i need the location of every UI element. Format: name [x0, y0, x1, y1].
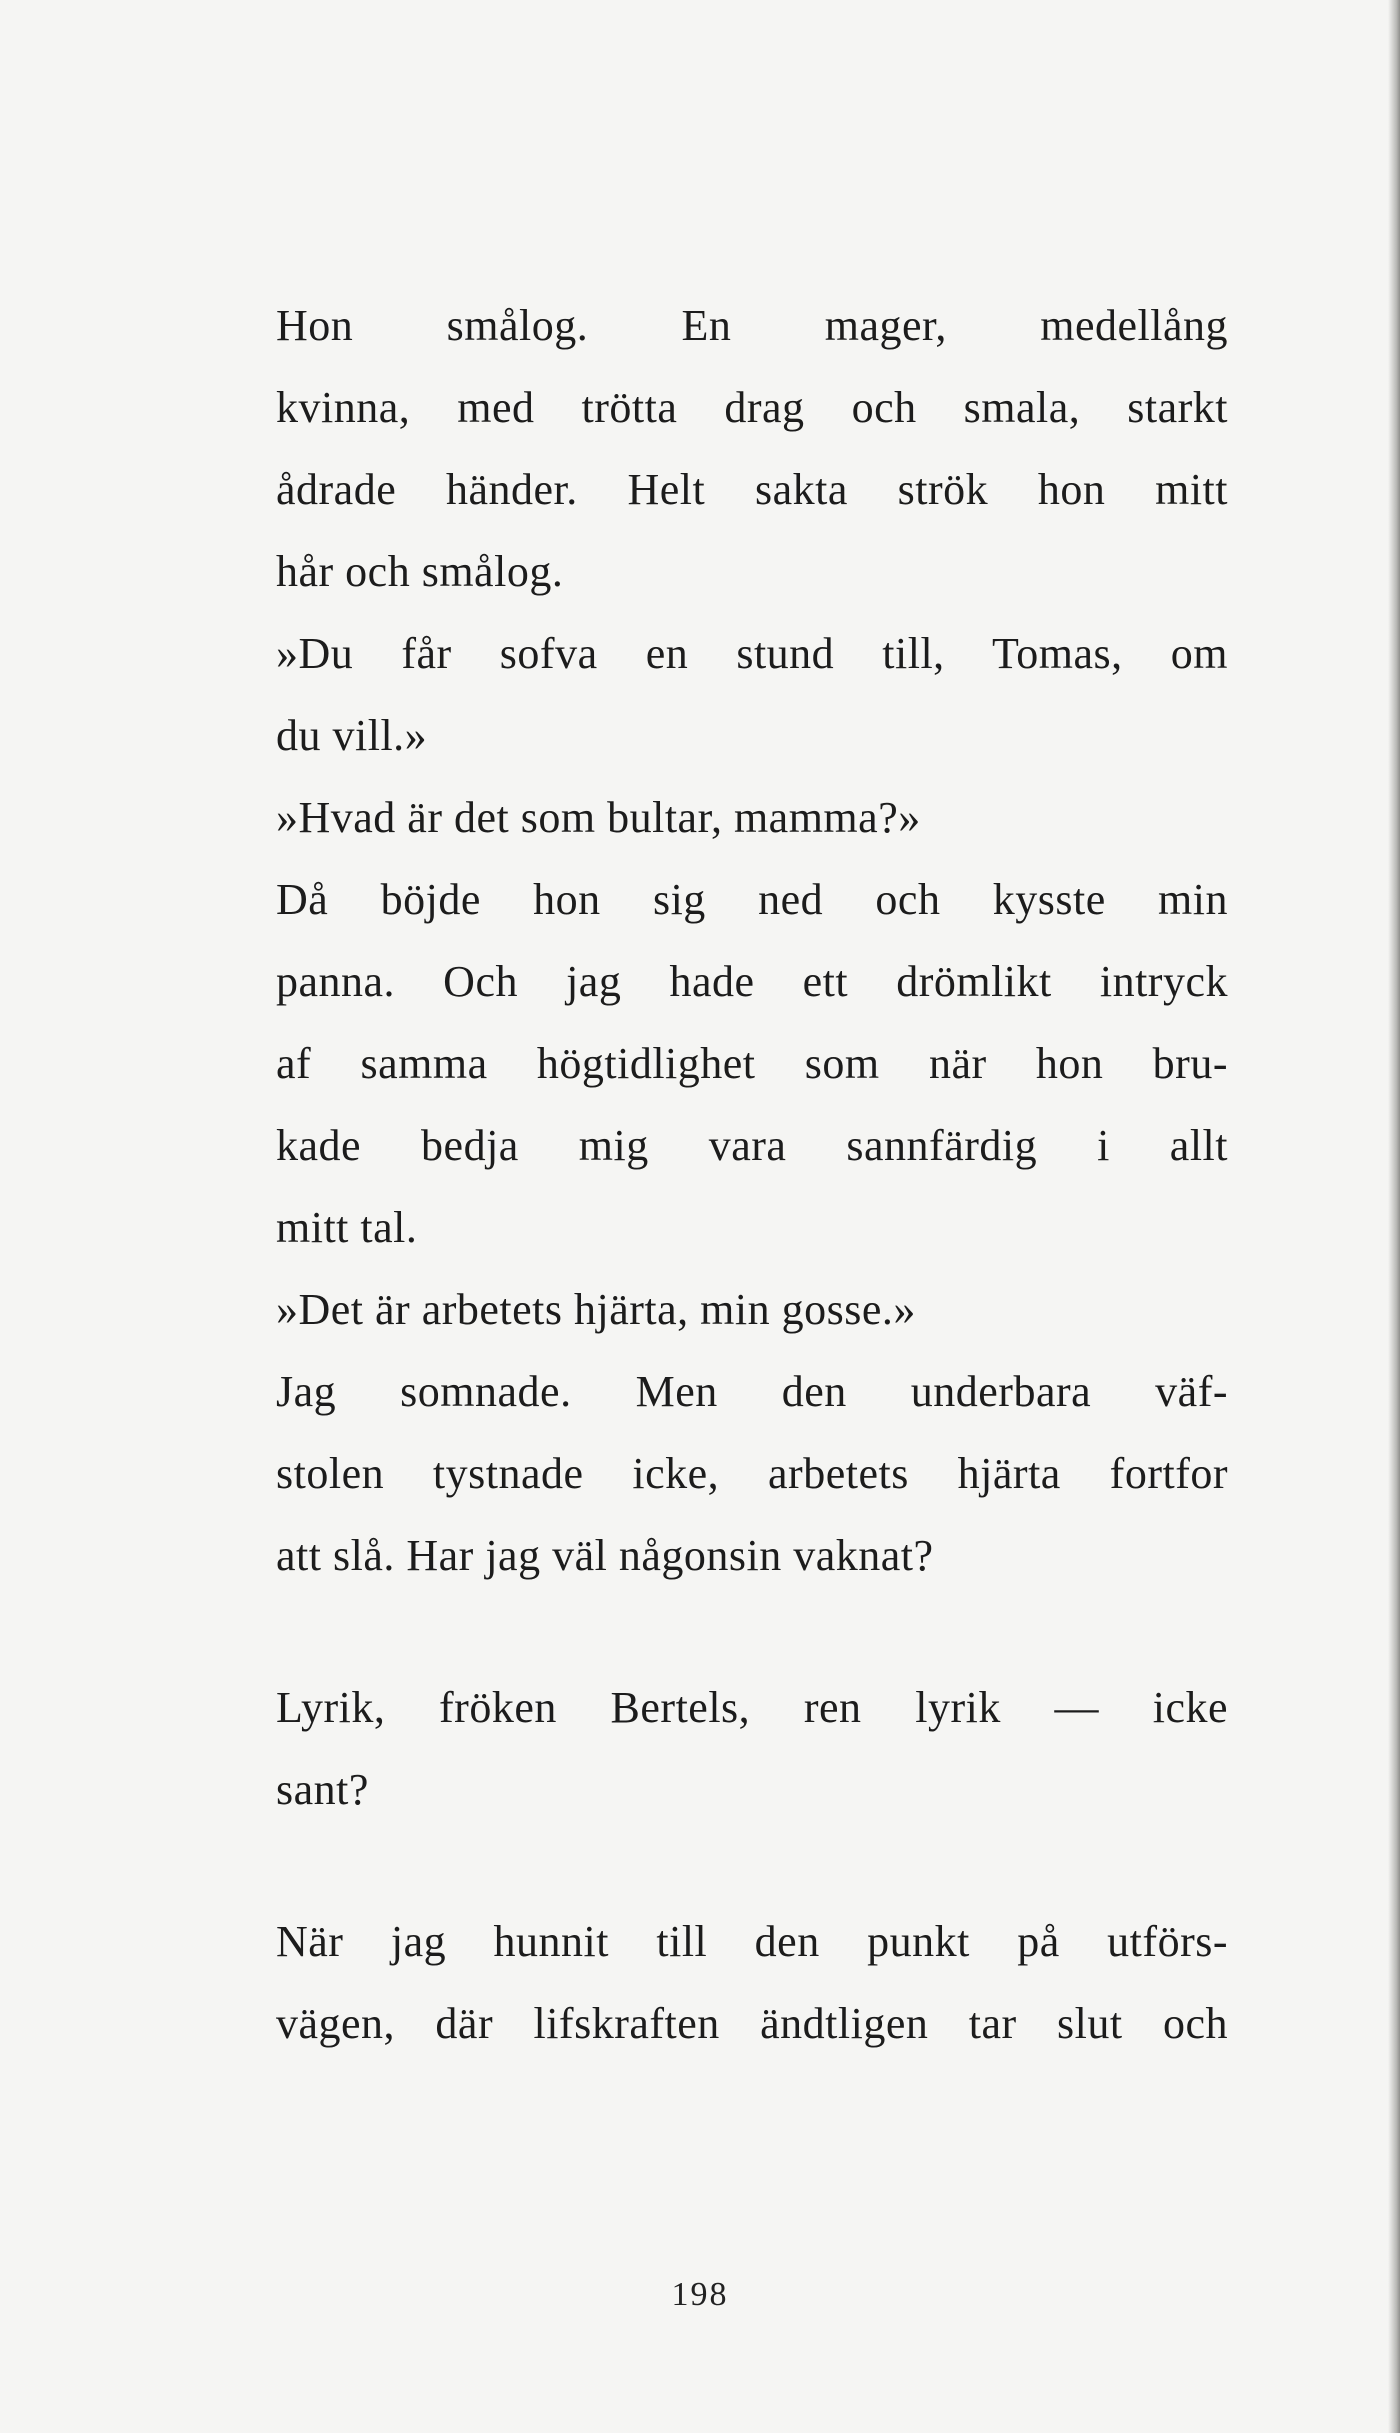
text-line: kade bedja mig vara sannfärdig i allt — [276, 1121, 1228, 1170]
text-line: stolen tystnade icke, arbetets hjärta fortfor — [276, 1449, 1228, 1498]
text-line: mitt tal. — [276, 1203, 418, 1252]
text-line: »Det är arbetets hjärta, min gosse.» — [276, 1285, 916, 1334]
page-edge-shadow — [1388, 0, 1400, 2433]
text-line: Lyrik, fröken Bertels, ren lyrik — icke — [276, 1683, 1228, 1732]
text-line: När jag hunnit till den punkt på utförs- — [276, 1917, 1228, 1966]
text-line: »Hvad är det som bultar, mamma?» — [276, 793, 921, 842]
body-text — [276, 285, 1228, 2065]
text-line: kvinna, med trötta drag och smala, starkt — [276, 383, 1228, 432]
text-line: Hon smålog. En mager, medellång — [276, 301, 1228, 350]
text-line: sant? — [276, 1765, 369, 1814]
page-number: 198 — [671, 2276, 729, 2313]
text-line: du vill.» — [276, 711, 428, 760]
text-line: att slå. Har jag väl någonsin vaknat? — [276, 1531, 934, 1580]
text-line: ådrade händer. Helt sakta strök hon mitt — [276, 465, 1228, 514]
text-line: Då böjde hon sig ned och kysste min — [276, 875, 1228, 924]
paragraph-gap — [276, 1831, 1228, 1901]
text-line: panna. Och jag hade ett drömlikt intryck — [276, 957, 1228, 1006]
text-line: Jag somnade. Men den underbara väf- — [276, 1367, 1228, 1416]
text-line: af samma högtidlighet som när hon bru- — [276, 1039, 1228, 1088]
text-line: »Du får sofva en stund till, Tomas, om — [276, 629, 1228, 678]
text-line: vägen, där lifskraften ändtligen tar slut och — [276, 1999, 1228, 2048]
text-line: hår och smålog. — [276, 547, 564, 596]
paragraph-gap — [276, 1597, 1228, 1667]
